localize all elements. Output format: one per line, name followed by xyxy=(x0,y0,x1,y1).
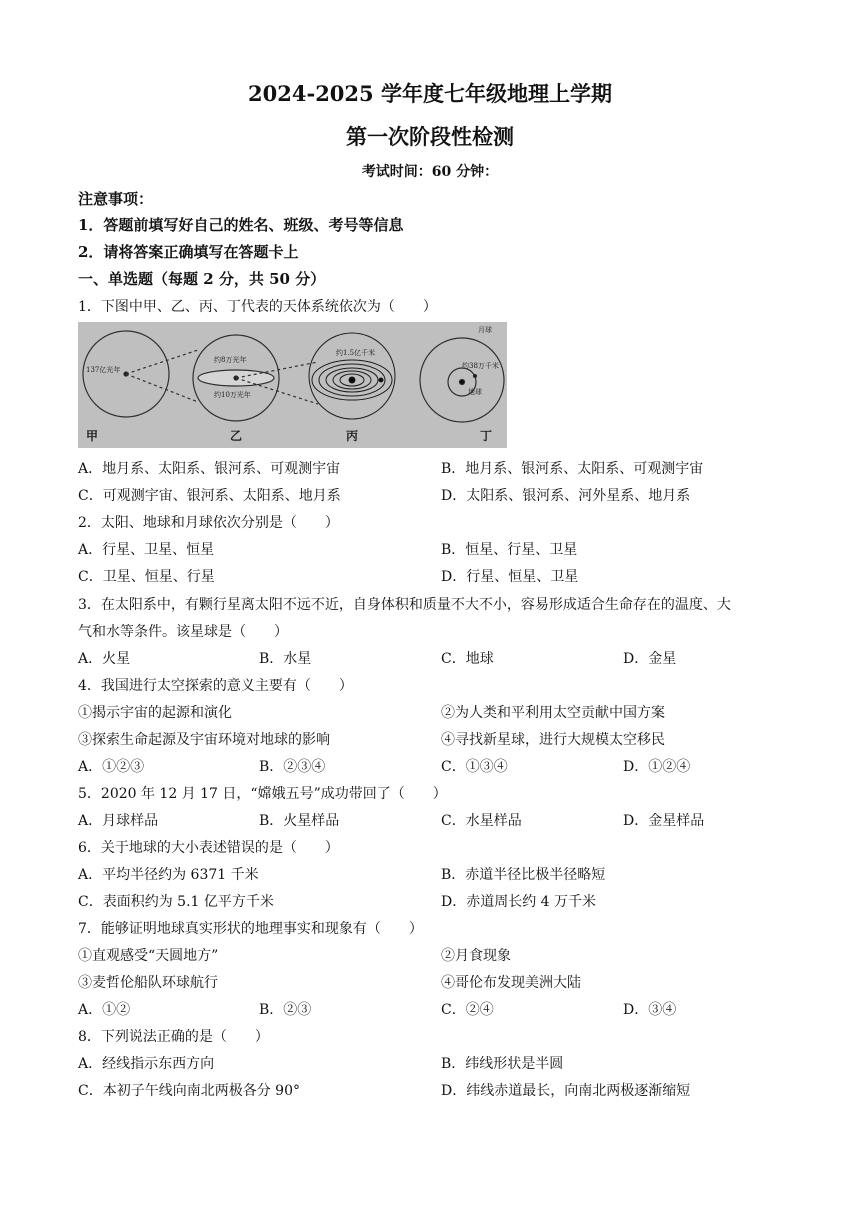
q4-statement-4: ④寻找新星球，进行大规模太空移民 xyxy=(441,732,665,748)
q4-option-c: C．①③④ xyxy=(441,759,508,775)
q7-statement-4: ④哥伦布发现美洲大陆 xyxy=(441,975,581,991)
q2-option-a: A．行星、卫星、恒星 xyxy=(78,542,215,558)
q3-option-d: D．金星 xyxy=(623,651,677,667)
q1-option-c: C．可观测宇宙、银河系、太阳系、地月系 xyxy=(78,488,341,504)
label-yi: 乙 xyxy=(230,429,243,443)
q6-option-d: D．赤道周长约 4 万千米 xyxy=(441,894,597,910)
question-1-stem: 1．下图中甲、乙、丙、丁代表的天体系统依次为（ ） xyxy=(78,299,437,315)
q7-statement-2: ②月食现象 xyxy=(441,948,511,964)
q6-option-a: A．平均半径约为 6371 千米 xyxy=(78,867,259,883)
annotation-ding-moon: 月球 xyxy=(478,326,492,334)
q8-option-d: D．纬线赤道最长，向南北两极逐渐缩短 xyxy=(441,1083,691,1099)
q8-option-a: A．经线指示东西方向 xyxy=(78,1056,215,1072)
q7-statement-3: ③麦哲伦船队环球航行 xyxy=(78,975,218,991)
label-bing: 丙 xyxy=(346,429,359,443)
notice-item-1: 1．答题前填写好自己的姓名、班级、考号等信息 xyxy=(78,216,404,234)
q5-option-a: A．月球样品 xyxy=(78,813,159,829)
question-5-stem: 5．2020 年 12 月 17 日，“嫦娥五号”成功带回了（ ） xyxy=(78,786,447,802)
question-7-stem: 7．能够证明地球真实形状的地理事实和现象有（ ） xyxy=(78,921,423,937)
q7-option-d: D．③④ xyxy=(623,1002,677,1018)
q7-statement-1: ①直观感受“天圆地方” xyxy=(78,948,219,964)
q7-option-a: A．①② xyxy=(78,1002,131,1018)
annotation-yi-2: 约10万光年 xyxy=(214,391,251,399)
q5-option-b: B．火星样品 xyxy=(259,813,340,829)
q4-option-d: D．①②④ xyxy=(623,759,691,775)
label-ding: 丁 xyxy=(480,429,493,443)
q4-statement-1: ①揭示宇宙的起源和演化 xyxy=(78,705,232,721)
q8-option-c: C．本初子午线向南北两极各分 90° xyxy=(78,1083,300,1099)
q5-option-d: D．金星样品 xyxy=(623,813,705,829)
q4-option-b: B．②③④ xyxy=(259,759,326,775)
annotation-yi-1: 约8万光年 xyxy=(214,356,247,364)
q3-option-c: C．地球 xyxy=(441,651,494,667)
exam-title: 2024-2025 学年度七年级地理上学期 xyxy=(248,81,612,106)
q4-statement-3: ③探索生命起源及宇宙环境对地球的影响 xyxy=(78,732,330,748)
notice-heading: 注意事项： xyxy=(78,190,154,208)
q6-option-b: B．赤道半径比极半径略短 xyxy=(441,867,606,883)
annotation-ding-distance: 约38万千米 xyxy=(462,362,499,370)
q4-option-a: A．①②③ xyxy=(78,759,145,775)
exam-time: 考试时间：60 分钟： xyxy=(361,164,499,180)
q2-option-b: B．恒星、行星、卫星 xyxy=(441,542,578,558)
question-3-stem-cont: 气和水等条件。该星球是（ ） xyxy=(78,624,288,640)
q1-option-b: B．地月系、银河系、太阳系、可观测宇宙 xyxy=(441,461,704,477)
q2-option-d: D．行星、恒星、卫星 xyxy=(441,569,579,585)
exam-subtitle: 第一次阶段性检测 xyxy=(346,124,514,149)
label-jia: 甲 xyxy=(86,429,99,443)
q5-option-c: C．水星样品 xyxy=(441,813,522,829)
annotation-jia: 137亿光年 xyxy=(86,366,121,374)
annotation-bing: 约1.5亿千米 xyxy=(336,349,376,357)
q1-option-d: D．太阳系、银河系、河外星系、地月系 xyxy=(441,488,691,504)
question-4-stem: 4．我国进行太空探索的意义主要有（ ） xyxy=(78,678,353,694)
q8-option-b: B．纬线形状是半圆 xyxy=(441,1056,564,1072)
question-8-stem: 8．下列说法正确的是（ ） xyxy=(78,1029,269,1045)
q1-option-a: A．地月系、太阳系、银河系、可观测宇宙 xyxy=(78,461,341,477)
notice-item-2: 2．请将答案正确填写在答题卡上 xyxy=(78,243,299,261)
q3-option-b: B．水星 xyxy=(259,651,312,667)
q4-statement-2: ②为人类和平利用太空贡献中国方案 xyxy=(441,705,665,721)
q3-option-a: A．火星 xyxy=(78,651,131,667)
q2-option-c: C．卫星、恒星、行星 xyxy=(78,569,215,585)
question-3-stem: 3．在太阳系中，有颗行星离太阳不远不近，自身体积和质量不大不小，容易形成适合生命存在的温度、大 xyxy=(78,597,731,613)
celestial-systems-figure xyxy=(78,322,507,448)
q7-option-b: B．②③ xyxy=(259,1002,312,1018)
annotation-ding-earth: 地球 xyxy=(468,388,482,396)
question-6-stem: 6．关于地球的大小表述错误的是（ ） xyxy=(78,840,339,856)
question-2-stem: 2．太阳、地球和月球依次分别是（ ） xyxy=(78,515,339,531)
q7-option-c: C．②④ xyxy=(441,1002,494,1018)
q6-option-c: C．表面积约为 5.1 亿平方千米 xyxy=(78,894,274,910)
section-heading: 一、单选题（每题 2 分，共 50 分） xyxy=(78,270,326,288)
